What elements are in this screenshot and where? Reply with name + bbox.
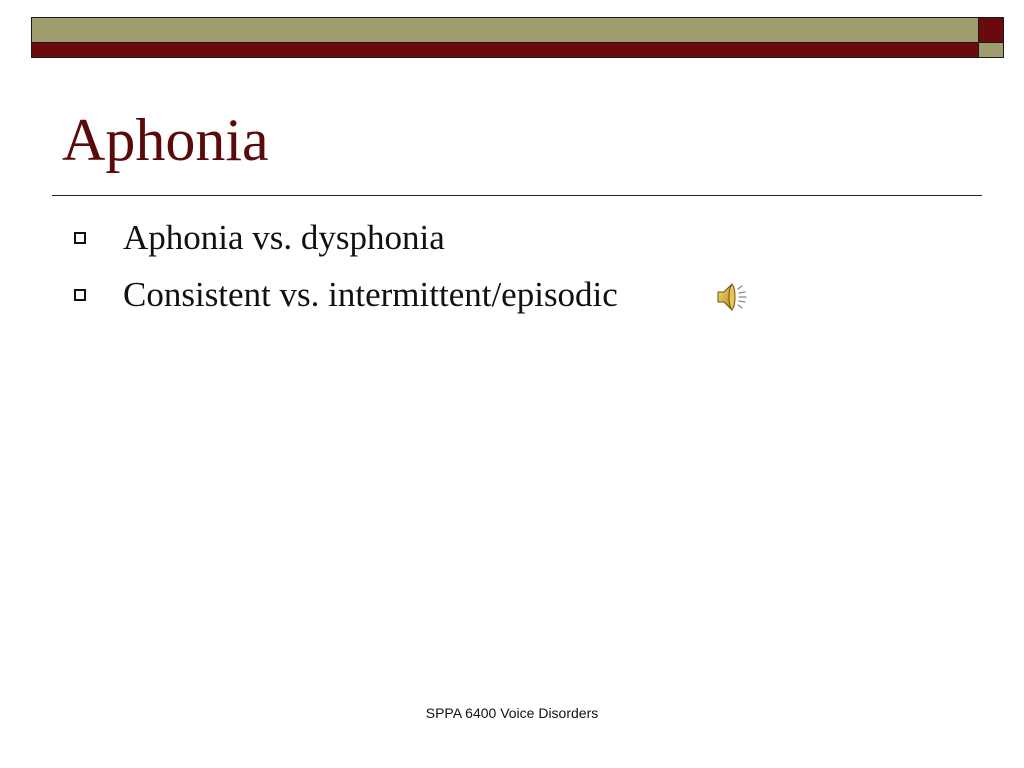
bullet-text: Consistent vs. intermittent/episodic — [123, 275, 618, 314]
title-divider — [52, 195, 982, 196]
header-bar-olive — [31, 17, 979, 43]
header-square-olive — [978, 42, 1004, 58]
square-bullet-icon — [74, 232, 86, 244]
speaker-icon[interactable] — [714, 280, 750, 314]
bullet-item — [72, 214, 618, 271]
bullet-item — [72, 271, 618, 328]
header-square-maroon — [978, 17, 1004, 43]
square-bullet-icon — [74, 289, 86, 301]
bullet-text: Aphonia vs. dysphonia — [123, 218, 445, 257]
bullet-list — [72, 214, 618, 328]
slide-footer: SPPA 6400 Voice Disorders — [425, 705, 599, 721]
header-bar-maroon — [31, 42, 979, 58]
slide-title: Aphonia — [62, 107, 269, 173]
